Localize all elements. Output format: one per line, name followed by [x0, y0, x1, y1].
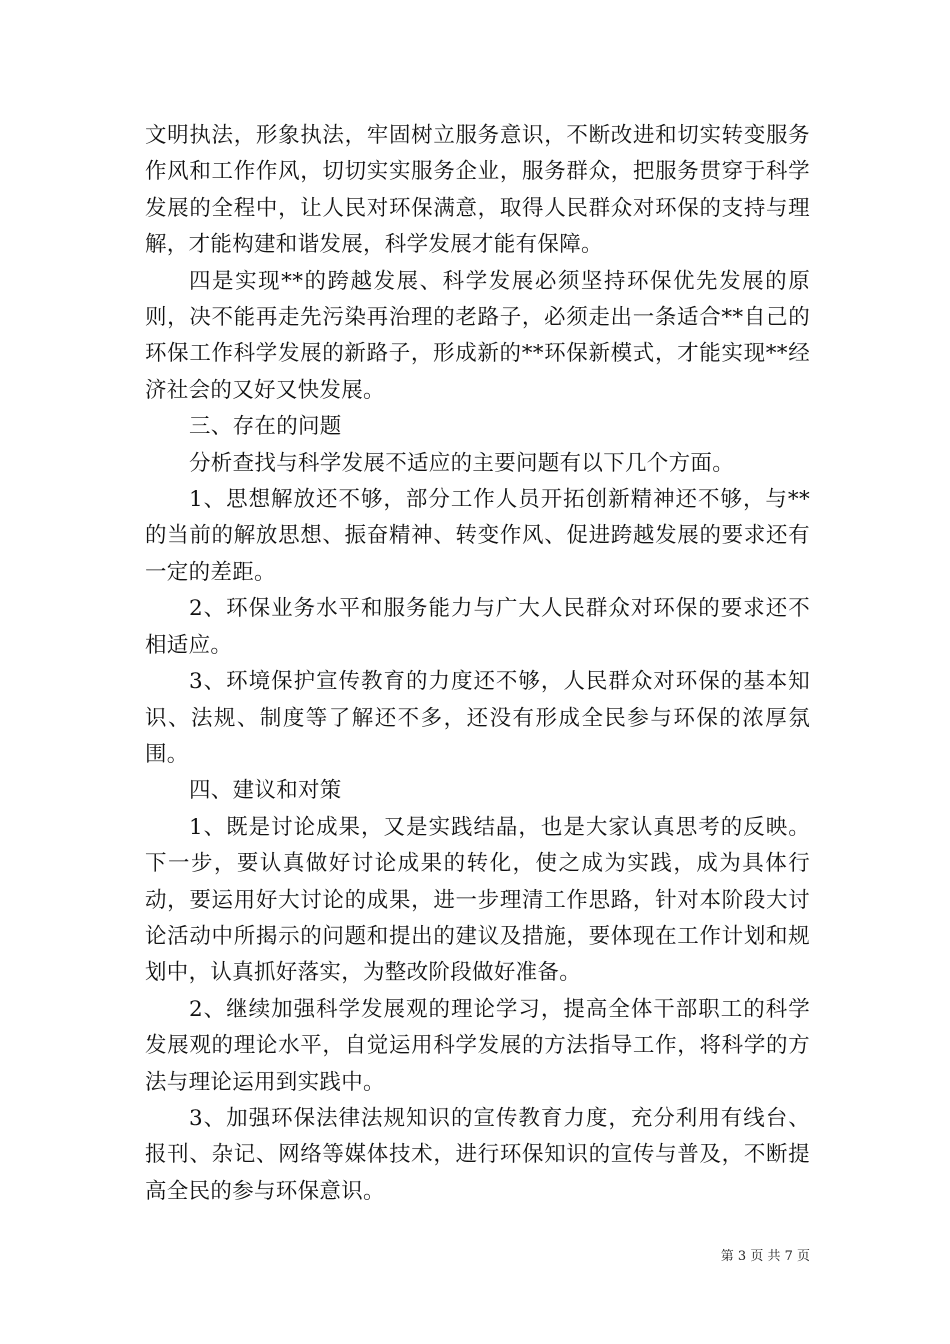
paragraph-suggestion-2: 2、继续加强科学发展观的理论学习，提高全体干部职工的科学发展观的理论水平，自觉运用科学发展的方法指导工作，将科学的方法与理论运用到实践中。: [145, 996, 810, 1095]
paragraph-continued: 文明执法，形象执法，牢固树立服务意识，不断改进和切实转变服务作风和工作作风，切切实实服务企业，服务群众，把服务贯穿于科学发展的全程中，让人民对环保满意，取得人民群众对环保的支持与理解，才能构建和谐发展，科学发展才能有保障。: [145, 123, 810, 258]
document-body: [145, 118, 810, 1210]
paragraph-problem-1: 1、思想解放还不够，部分工作人员开拓创新精神还不够，与**的当前的解放思想、振奋精神、转变作风、促进跨越发展的要求还有一定的差距。: [145, 487, 810, 585]
paragraph-problems-intro: 分析查找与科学发展不适应的主要问题有以下几个方面。: [189, 450, 735, 476]
section-heading-suggestions: 四、建议和对策: [189, 778, 342, 804]
paragraph-suggestion-1: 1、既是讨论成果，又是实践结晶，也是大家认真思考的反映。下一步，要认真做好讨论成果的转化，使之成为实践，成为具体行动，要运用好大讨论的成果，进一步理清工作思路，针对本阶段大讨论活动中所揭示的问题和提出的建议及措施，要体现在工作计划和规划中，认真抓好落实，为整改阶段做好准备。: [145, 814, 810, 986]
section-heading-problems: 三、存在的问题: [189, 414, 342, 440]
paragraph-point-four: 四是实现**的跨越发展、科学发展必须坚持环保优先发展的原则，决不能再走先污染再治理的老路子，必须走出一条适合**自己的环保工作科学发展的新路子，形成新的**环保新模式，才能实现**经济社会的又好又快发展。: [145, 268, 810, 403]
page-number-footer: 第 3 页 共 7 页: [720, 1249, 810, 1264]
paragraph-problem-2: 2、环保业务水平和服务能力与广大人民群众对环保的要求还不相适应。: [145, 596, 810, 658]
paragraph-suggestion-3: 3、加强环保法律法规知识的宣传教育力度，充分利用有线台、报刊、杂记、网络等媒体技术，进行环保知识的宣传与普及，不断提高全民的参与环保意识。: [145, 1105, 810, 1204]
paragraph-problem-3: 3、环境保护宣传教育的力度还不够，人民群众对环保的基本知识、法规、制度等了解还不多，还没有形成全民参与环保的浓厚氛围。: [145, 669, 810, 767]
